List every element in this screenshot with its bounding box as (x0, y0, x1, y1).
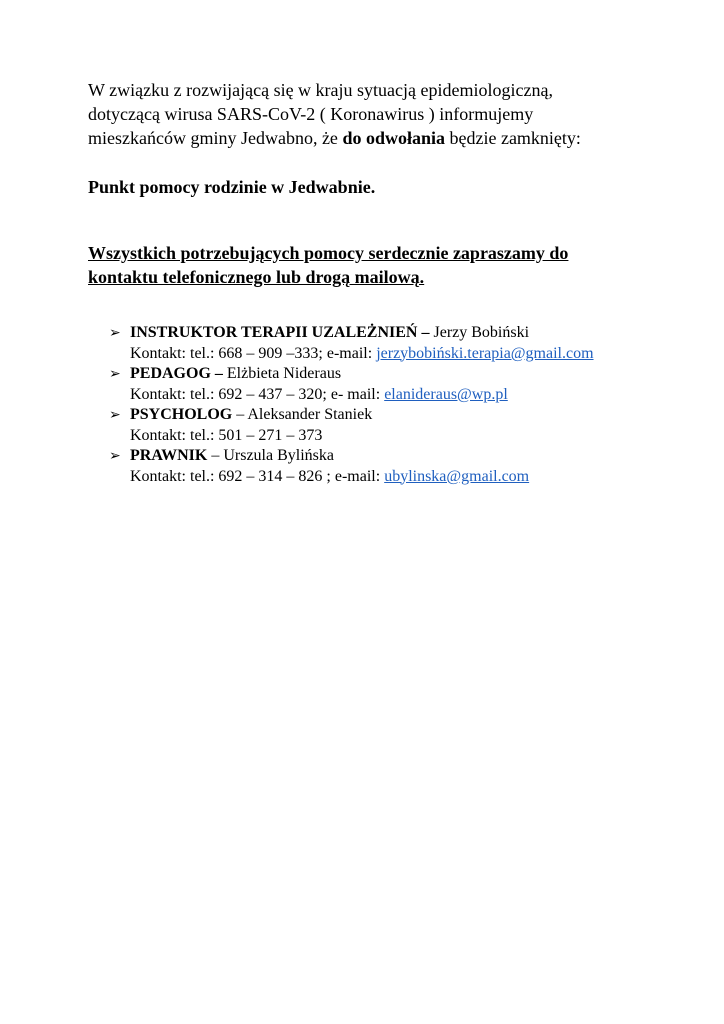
contact-list (109, 323, 669, 487)
invite-line-1: Wszystkich potrzebujących pomocy serdecznie zapraszamy do (88, 243, 569, 263)
contact-role: PEDAGOG – (130, 365, 223, 382)
contact-name: Jerzy Bobiński (429, 324, 530, 341)
intro-paragraph (88, 78, 648, 150)
email-link[interactable]: jerzybobiński.terapia@gmail.com (376, 344, 594, 362)
intro-emphasis: do odwołania (342, 128, 445, 148)
point-title: Punkt pomocy rodzinie w Jedwabnie. (88, 177, 376, 197)
contact-role: PSYCHOLOG (130, 406, 233, 423)
intro-line-3-start: mieszkańców gminy Jedwabno, że (88, 128, 343, 148)
email-link[interactable]: elanideraus@wp.pl (384, 385, 508, 403)
arrow-bullet-icon: ➢ (109, 407, 121, 423)
arrow-bullet-icon: ➢ (109, 325, 121, 341)
invite-paragraph (88, 241, 648, 289)
email-link[interactable]: ubylinska@gmail.com (384, 467, 530, 485)
contact-entry-psycholog (109, 405, 669, 446)
contact-details: Kontakt: tel.: 692 – 314 – 826 ; e-mail: (130, 467, 385, 485)
contact-entry-prawnik (109, 446, 669, 487)
invite-line-2: kontaktu telefonicznego lub drogą mailową. (88, 267, 425, 287)
contact-entry-pedagog (109, 364, 669, 405)
contact-entry-instructor (109, 323, 669, 364)
contact-details: Kontakt: tel.: 692 – 437 – 320; e- mail: (130, 385, 385, 403)
arrow-bullet-icon: ➢ (109, 448, 121, 464)
contact-details: Kontakt: tel.: 668 – 909 –333; e-mail: (130, 344, 377, 362)
contact-role: INSTRUKTOR TERAPII UZALEŻNIEŃ – (130, 324, 430, 341)
intro-line-2: dotyczącą wirusa SARS-CoV-2 ( Koronawirus ) informujemy (88, 104, 534, 124)
contact-name: – Aleksander Staniek (232, 406, 373, 423)
contact-name: – Urszula Bylińska (207, 447, 334, 464)
contact-role: PRAWNIK (130, 447, 208, 464)
arrow-bullet-icon: ➢ (109, 366, 121, 382)
intro-line-3-end: będzie zamknięty: (444, 128, 581, 148)
contact-name: Elżbieta Nideraus (222, 365, 342, 382)
contact-details: Kontakt: tel.: 501 – 271 – 373 (130, 426, 323, 444)
intro-line-1: W związku z rozwijającą się w kraju sytuacją epidemiologiczną, (88, 80, 553, 100)
